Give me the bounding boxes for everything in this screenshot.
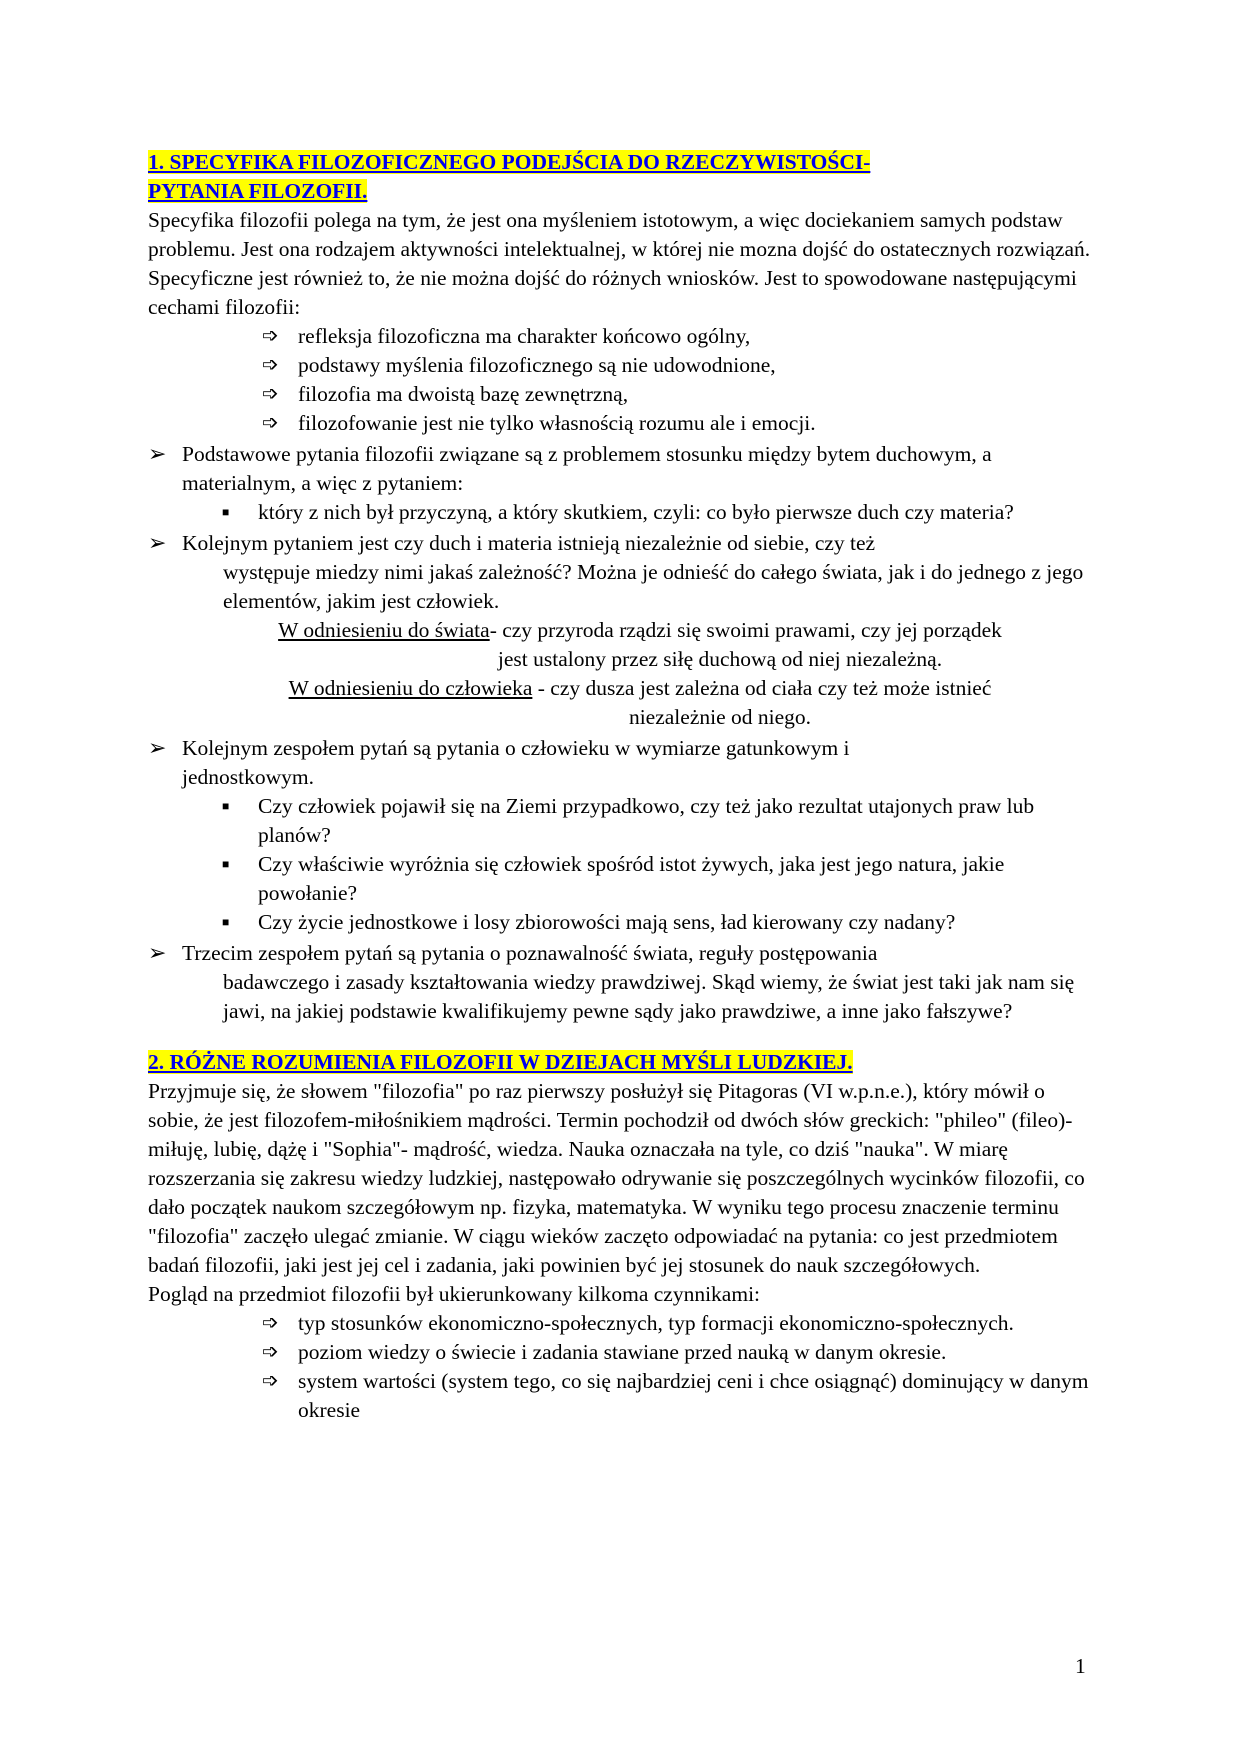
section2-intro: Przyjmuje się, że słowem "filozofia" po raz pierwszy posłużył się Pitagoras (VI w.p.n.e.), który mówił o sobie, że jest filozofem-miłośnikiem mądrości. Termin pochodził od dwóch słów greckich: "phileo" (fileo)- miłuję, lubię, dążę i "Sophia"- mądrość, wiedza. Nauka oznaczała na tyle, co dziś "nauka". W miarę rozszerzania się zakresu wiedzy ludzkiej, następowało odrywanie się poszczególnych wycinków filozofii, co dało początek naukom szczegółowym np. fizyka, matematyka. W wyniku tego procesu znaczenie terminu "filozofia" zaczęło ulegać zmianie. W ciągu wieków zaczęto odpowiadać na pytania: co jest przedmiotem badań filozofii, jaki jest jej cel i zadania, jaki powinien być jej stosunek do nauk szczegółowych. (148, 1079, 1085, 1277)
questions-list (148, 440, 1098, 1026)
triangle-bullet-icon: ➢ (148, 735, 167, 760)
square-bullet-icon: ■ (222, 915, 230, 929)
features-list (148, 322, 1098, 438)
question-item-3: ➢ Kolejnym zespołem pytań są pytania o człowieku w wymiarze gatunkowym i jednostkowym. ■ Czy człowiek pojawił się na Ziemi przypadkowo, czy też jako rezultat utajonych praw lub planów? ■ Czy właściwie wyróżnia się człowiek spośród istot żywych, jaka jest jego natura, jakie powołanie? ■ Czy życie jednostkowe i losy zbiorowości mają sens, ład kierowany czy nadany? (148, 734, 1098, 937)
q3-sublist (182, 792, 1098, 937)
section1-intro: Specyfika filozofii polega na tym, że jest ona myśleniem istotowym, a więc dociekaniem samych podstaw problemu. Jest ona rodzajem aktywności intelektualnej, w której nie mozna dojść do ostatecznych rozwiązań. Specyficzne jest również to, że nie można dojść do różnych wniosków. Jest to spowodowane następującymi cechami filozofii: (148, 208, 1091, 319)
square-bullet-icon: ■ (222, 505, 230, 519)
reference-world: W odniesieniu do świata- czy przyroda rządzi się swoimi prawami, czy jej porządek jest ustalony przez siłę duchową od niej niezależną. (278, 618, 1002, 671)
question-item-4: ➢ Trzecim zespołem pytań są pytania o poznawalność świata, reguły postępowania badawczego i zasady kształtowania wiedzy prawdziwej. Skąd wiemy, że świat jest taki jak nam się jawi, na jakiej podstawie kwalifikujemy pewne sądy jako prawdziwe, a inne jako fałszywe? (148, 940, 1075, 1023)
question-item-1: ➢ Podstawowe pytania filozofii związane są z problemem stosunku między bytem duchowym, a materialnym, a więc z pytaniem: ■ który z nich był przyczyną, a który skutkiem, czyli: co było pierwsze duch czy materia? (148, 440, 1098, 527)
list-item: ➩ typ stosunków ekonomiczno-społecznych, typ formacji ekonomiczno-społecznych. (148, 1309, 1098, 1338)
arrow-right-icon: ➩ (262, 383, 279, 405)
page-number: 1 (1075, 1654, 1086, 1678)
arrow-right-icon: ➩ (262, 1370, 279, 1392)
question-item-2: ➢ Kolejnym pytaniem jest czy duch i materia istnieją niezależnie od siebie, czy też występuje miedzy nimi jakaś zależność? Można je odnieść do całego świata, jak i do jednego z jego elementów, jakim jest człowiek. W odniesieniu do świata- czy przyroda rządzi się swoimi prawami, czy jej porządek jest ustalony przez siłę duchową od niej niezależną. W odniesieniu do człowieka - czy dusza jest zależna od ciała czy też może istnieć niezależnie od niego. (148, 529, 1098, 732)
list-item: ➩ podstawy myślenia filozoficznego są nie udowodnione, (148, 351, 1098, 380)
list-item: ➩ poziom wiedzy o świecie i zadania stawiane przed nauką w danym okresie. (148, 1338, 1098, 1367)
arrow-right-icon: ➩ (262, 412, 279, 434)
triangle-bullet-icon: ➢ (148, 441, 167, 466)
list-item: ■ Czy właściwie wyróżnia się człowiek spośród istot żywych, jaka jest jego natura, jakie powołanie? (222, 852, 1005, 905)
arrow-right-icon: ➩ (262, 354, 279, 376)
factors-list (148, 1309, 1098, 1425)
reference-man: W odniesieniu do człowieka - czy dusza jest zależna od ciała czy też może istnieć niezależnie od niego. (288, 676, 992, 729)
square-bullet-icon: ■ (222, 799, 230, 813)
list-item: ➩ system wartości (system tego, co się najbardziej ceni i chce osiągnąć) dominujący w danym okresie (262, 1369, 1089, 1422)
section2-heading: 2. RÓŻNE ROZUMIENIA FILOZOFII W DZIEJACH MYŚLI LUDZKIEJ. (148, 1050, 853, 1074)
triangle-bullet-icon: ➢ (148, 940, 167, 965)
arrow-right-icon: ➩ (262, 325, 279, 347)
factors-intro: Pogląd na przedmiot filozofii był ukierunkowany kilkoma czynnikami: (148, 1282, 761, 1306)
square-bullet-icon: ■ (222, 857, 230, 871)
q1-sublist (182, 498, 1098, 527)
list-item: ■ który z nich był przyczyną, a który skutkiem, czyli: co było pierwsze duch czy materia? (182, 498, 1098, 527)
arrow-right-icon: ➩ (262, 1341, 279, 1363)
list-item: ➩ refleksja filozoficzna ma charakter końcowo ogólny, (148, 322, 1098, 351)
document-content (148, 148, 1098, 1425)
triangle-bullet-icon: ➢ (148, 530, 167, 555)
arrow-right-icon: ➩ (262, 1312, 279, 1334)
list-item: ■ Czy życie jednostkowe i losy zbiorowości mają sens, ład kierowany czy nadany? (182, 908, 1098, 937)
list-item: ➩ filozofowanie jest nie tylko własnością rozumu ale i emocji. (148, 409, 1098, 438)
section1-heading: 1. SPECYFIKA FILOZOFICZNEGO PODEJŚCIA DO RZECZYWISTOŚCI- PYTANIA FILOZOFII. (148, 150, 871, 203)
list-item: ■ Czy człowiek pojawił się na Ziemi przypadkowo, czy też jako rezultat utajonych praw lub planów? (222, 794, 1035, 847)
list-item: ➩ filozofia ma dwoistą bazę zewnętrzną, (148, 380, 1098, 409)
